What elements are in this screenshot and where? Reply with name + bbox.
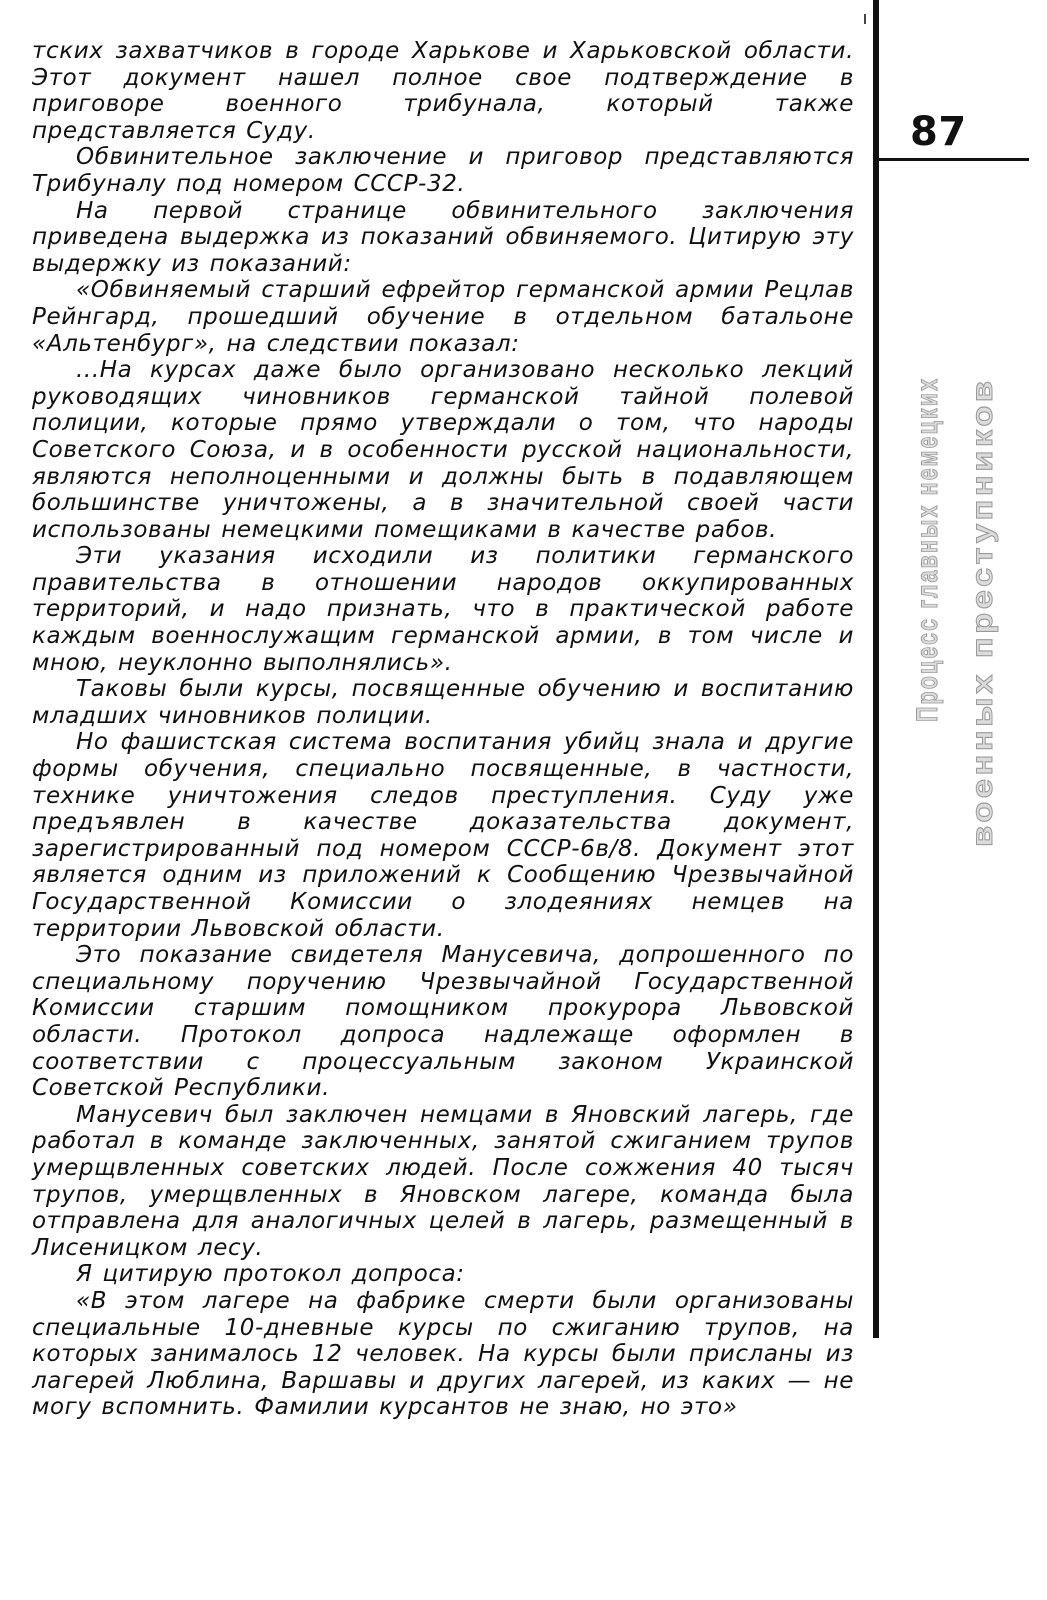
- running-head-line-1: Процесс главных немецких: [911, 376, 944, 722]
- vertical-rule: [873, 0, 879, 1338]
- paragraph-8: Но фашистская система воспитания убийц знала и другие формы обучения, специально посвященные, в частности, технике уничтожения следов преступления. Суду уже предъявлен в качестве доказательства документ, зарегистрированный под номером СССР-6в/8. Документ этот является одним из приложений к Сообщению Чрезвычайной Государственной Комиссии о злодеяниях немцев на территории Львовской области.: [32, 729, 854, 942]
- running-head-line-2: военных преступников: [966, 377, 999, 847]
- paragraph-5: ...На курсах даже было организовано несколько лекций руководящих чиновников германской тайной полевой полиции, которые прямо утверждали о том, что народы Советского Союза, и в особенности русской национальности, являются неполноценными и должны быть в подавляющем большинстве уничтожены, а в значительной своей части использованы немецкими помещиками в качестве рабов.: [32, 357, 854, 543]
- paragraph-7: Таковы были курсы, посвященные обучению и воспитанию младших чиновников полиции.: [32, 676, 854, 729]
- page-number: 87: [910, 109, 967, 155]
- paragraph-12: «В этом лагере на фабрике смерти были организованы специальные 10-дневные курсы по сжиганию трупов, на которых занималось 12 человек. На курсы были присланы из лагерей Люблина, Варшавы и других лагерей, из каких — не могу вспомнить. Фамилии курсантов не знаю, но это»: [32, 1287, 854, 1421]
- body-text: [32, 38, 854, 1421]
- paragraph-4: «Обвиняемый старший ефрейтор германской армии Рецлав Рейнгард, прошедший обучение в отдельном батальоне «Альтенбург», на следствии показал:: [32, 277, 854, 357]
- paragraph-11: Я цитирую протокол допроса:: [76, 1261, 465, 1288]
- paragraph-3: На первой странице обвинительного заключения приведена выдержка из показаний обвиняемого. Цитирую эту выдержку из показаний:: [32, 197, 854, 277]
- rule-tick-mark: [864, 14, 866, 24]
- page-number-rule: [879, 158, 1029, 161]
- paragraph-1: тских захватчиков в городе Харькове и Харьковской области. Этот документ нашел полное свое подтверждение в приговоре военного трибунала, который также представляется Суду.: [32, 38, 854, 144]
- paragraph-10: Манусевич был заключен немцами в Яновский лагерь, где работал в команде заключенных, занятой сжиганием трупов умерщвленных советских людей. После сожжения 40 тысяч трупов, умерщвленных в Яновском лагере, команда была отправлена для аналогичных целей в лагерь, размещенный в Лисеницком лесу.: [32, 1101, 854, 1261]
- paragraph-6: Эти указания исходили из политики германского правительства в отношении народов оккупированных территорий, и надо признать, что в практической работе каждым военнослужащим германской армии, в том числе и мною, неуклонно выполнялись».: [32, 543, 854, 676]
- paragraph-2: Обвинительное заключение и приговор представляются Трибуналу под номером СССР-32.: [32, 144, 854, 197]
- paragraph-9: Это показание свидетеля Манусевича, допрошенного по специальному поручению Чрезвычайной Государственной Комиссии старшим помощником прокурора Львовской области. Протокол допроса надлежаще оформлен в соответствии с процессуальным законом Украинской Советской Республики.: [32, 942, 854, 1102]
